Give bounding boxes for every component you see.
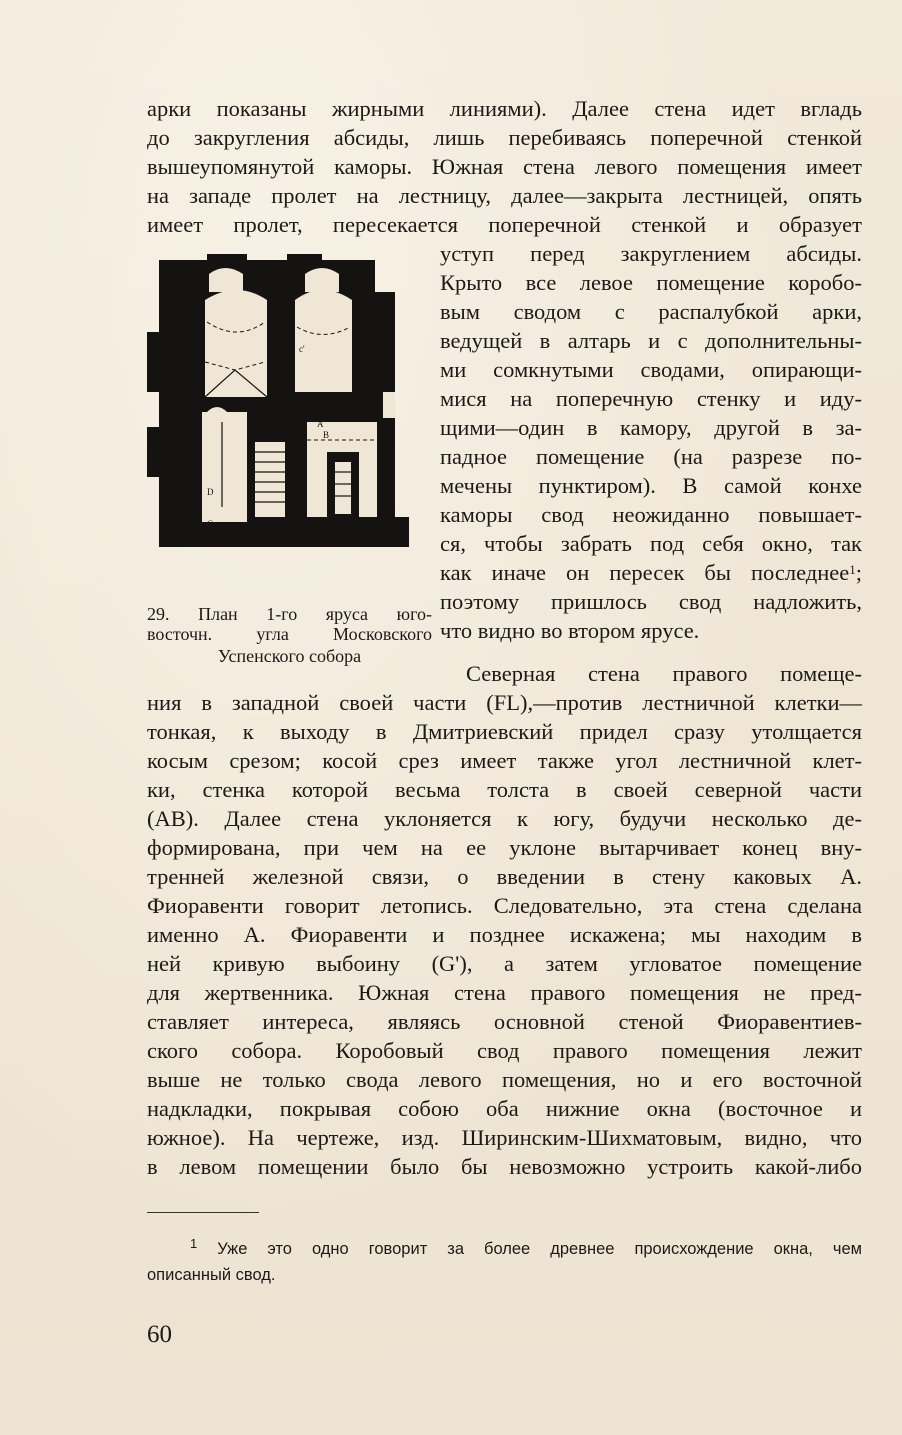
text-line: выше не только свода левого помещения, но и его восточной [147,1067,862,1092]
text-line: Фиоравенти говорит летопись. Следовательно, эта стена сделана [147,893,862,918]
figure-label: c' [299,344,305,354]
footnote-divider [147,1212,259,1213]
figure-caption-line: восточн. угла Московского [147,624,432,644]
text-line: что видно во втором ярусе. [440,618,700,643]
text-line: вым сводом с распалубкой арки, [440,299,862,324]
text-line: ми сомкнутыми сводами, опирающи- [440,357,862,382]
text-line-content: как иначе он пересек бы последнее [440,560,850,585]
page-number: 60 [147,1321,172,1348]
footnote-line: описанный свод. [147,1266,276,1284]
text-line: ней кривую выбоину (G'), а затем угловатое помещение [147,951,862,976]
text-line: тонкая, к выходу в Дмитриевский придел сразу утолщается [147,719,862,744]
text-line: для жертвенника. Южная стена правого помещения не пред- [147,980,862,1005]
text-line: ского собора. Коробовый свод правого помещения лежит [147,1038,862,1063]
text-line: ведущей в алтарь и с дополнительны- [440,328,862,353]
text-line: косым срезом; косой срез имеет также угол лестничной клет- [147,748,862,773]
text-line: формирована, при чем на ее уклоне вытарчивает конец вну- [147,835,862,860]
figure-label: A [317,419,324,429]
text-line: ся, чтобы забрать под себя окно, так [440,531,862,556]
figure-label: B [323,430,330,440]
text-line: падное помещение (на разрезе по- [440,444,862,469]
text-line: (AB). Далее стена уклоняется к югу, будучи несколько де- [147,806,862,831]
footnote-line [190,1236,862,1262]
figure-caption-line: Успенского собора [217,646,362,666]
text-line: на западе пролет на лестницу, далее—закрыта лестницей, опять [147,183,862,208]
text-line: арки показаны жирными линиями). Далее стена идет вгладь [147,96,862,121]
text-line: поэтому пришлось свод надложить, [440,589,862,614]
text-line: ния в западной своей части (FL),—против лестничной клетки— [147,690,862,715]
footnote-mark: 1 [190,1236,198,1251]
text-line: до закругления абсиды, лишь перебиваясь поперечной стенкой [147,125,862,150]
text-line: тренней железной связи, о введении в стену каковых А. [147,864,862,889]
figure-caption-line: 29. План 1-го яруса юго- [147,604,432,624]
figure-label: L [292,412,298,422]
footnote-text: Уже это одно говорит за более древнее происхождение окна, чем [217,1240,862,1258]
footnote-ref: 1 [849,562,856,577]
text-line: надкладки, покрывая собою оба нижние окна (восточное и [147,1096,862,1121]
figure-label: C [207,519,214,529]
text-line: в левом помещении было бы невозможно устроить какой-либо [147,1154,862,1179]
text-line: как иначе он пересек бы последнее$^1$; [440,560,862,585]
text-line: ки, стенка которой весьма толста в своей северной части [147,777,862,802]
floor-plan-figure [147,252,412,572]
text-line: имеет пролет, пересекается поперечной стенкой и образует [147,212,862,237]
text-line: мечены пунктиром). В самой конхе [440,473,862,498]
figure-label: c [271,346,275,356]
figure-label: D [207,487,214,497]
text-line: щими—один в камору, другой в за- [440,415,862,440]
text-line: именно А. Фиоравенти и позднее искажена; мы находим в [147,922,862,947]
text-line: каморы свод неожиданно повышает- [440,502,862,527]
text-line: вышеупомянутой каморы. Южная стена левого помещения имеет [147,154,862,179]
paragraph-start: Северная стена правого помеще- [466,661,862,686]
text-line: ставляет интереса, являясь основной стеной Фиоравентиев- [147,1009,862,1034]
text-line: мися на поперечную стенку и иду- [440,386,862,411]
text-line: уступ перед закруглением абсиды. [440,241,862,266]
text-line: южное). На чертеже, изд. Ширинским-Шихматовым, видно, что [147,1125,862,1150]
text-line: Крыто все левое помещение коробо- [440,270,862,295]
